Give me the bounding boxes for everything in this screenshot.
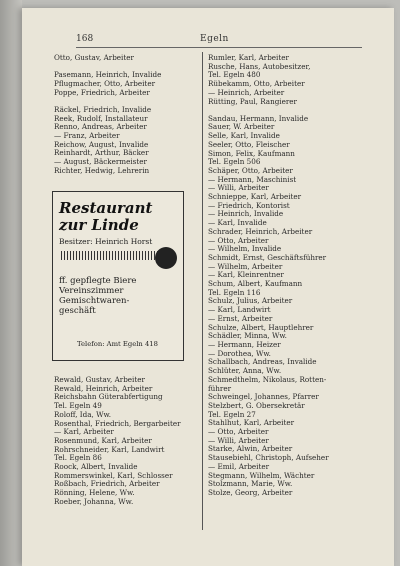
directory-entry: Rumler, Karl, Arbeiter — [208, 53, 289, 62]
directory-entry: Simon, Felix, Kaufmann — [208, 148, 295, 158]
directory-entry: Roloff, Ida, Ww. — [54, 409, 112, 419]
left-column-top — [54, 54, 161, 175]
ad-decoration — [61, 251, 161, 260]
directory-entry: — Karl, Landwirt — [208, 305, 271, 315]
directory-entry: — Karl, Invalide — [208, 218, 267, 228]
directory-entry: Rusche, Hans, Autobesitzer, — [208, 61, 311, 71]
directory-entry: Selle, Karl, Invalide — [208, 131, 280, 141]
directory-entry: Schallbach, Andreas, Invalide — [208, 357, 317, 367]
ad-business-name — [59, 200, 152, 234]
directory-entry: — Ernst, Arbeiter — [208, 313, 273, 323]
book-gutter — [0, 0, 22, 566]
directory-entry: — Emil, Arbeiter — [208, 461, 270, 471]
directory-entry: — August, Bäckermeister — [54, 157, 147, 167]
directory-entry: Stelzbert, G. Obersekretär — [208, 400, 305, 410]
directory-entry: Schweingel, Johannes, Pfarrer — [208, 392, 319, 402]
directory-entry: Otto, Gustav, Arbeiter — [54, 53, 134, 62]
left-column-bottom — [54, 376, 181, 507]
directory-entry: Schädler, Minna, Ww. — [208, 331, 287, 341]
directory-entry: Roeber, Johanna, Ww. — [54, 496, 134, 506]
directory-entry: Schlüter, Anna, Ww. — [208, 366, 282, 376]
directory-entry: Schulze, Albert, Hauptlehrer — [208, 322, 314, 332]
directory-entry: — Karl, Arbeiter — [54, 427, 114, 437]
directory-entry: Rewald, Heinrich, Arbeiter — [54, 383, 153, 393]
directory-entry: Reichow, August, Invalide — [54, 139, 149, 149]
ad-phone: Telefon: Amt Egeln 418 — [77, 340, 158, 348]
directory-entry: Tel. Egeln 27 — [208, 409, 256, 419]
directory-entry: Schmedthelm, Nikolaus, Rotten- — [208, 374, 327, 384]
directory-entry: Schum, Albert, Kaufmann — [208, 279, 303, 289]
directory-entry: Schrader, Heinrich, Arbeiter — [208, 226, 313, 236]
directory-entry: — Hermann, Maschinist — [208, 174, 297, 184]
directory-entry: Reichsbahn Güterabfertigung — [54, 392, 163, 402]
directory-entry: Pasemann, Heinrich, Invalide — [54, 70, 162, 80]
ad-name-line: zur Linde — [59, 216, 139, 234]
directory-entry: Seeler, Otto, Fleischer — [208, 139, 290, 149]
page-number: 168 — [76, 34, 94, 44]
directory-entry: Rütting, Paul, Rangierer — [208, 96, 297, 106]
directory-entry: Rommerswinkel, Karl, Schlosser — [54, 470, 173, 480]
directory-entry: Schäper, Otto, Arbeiter — [208, 165, 293, 175]
column-divider — [202, 52, 203, 530]
directory-entry: Poppe, Friedrich, Arbeiter — [54, 87, 150, 97]
directory-entry: Stegmann, Wilhelm, Wächter — [208, 470, 315, 480]
directory-entry: Rohrschneider, Karl, Landwirt — [54, 444, 165, 454]
directory-entry: — Karl, Kleinrentner — [208, 270, 284, 280]
right-column — [208, 54, 329, 498]
directory-entry: Rewald, Gustav, Arbeiter — [54, 375, 145, 384]
directory-entry: Tel. Egeln 49 — [54, 401, 102, 411]
directory-entry: Schnieppe, Karl, Arbeiter — [208, 192, 302, 202]
directory-entry: Rosenmund, Karl, Arbeiter — [54, 435, 152, 445]
directory-entry: — Heinrich, Arbeiter — [208, 87, 285, 97]
header-rule — [76, 47, 362, 48]
directory-entry: — Willi, Arbeiter — [208, 183, 269, 193]
directory-entry: Roßbach, Friedrich, Arbeiter — [54, 479, 160, 489]
directory-entry: Stahlhut, Karl, Arbeiter — [208, 418, 295, 428]
directory-entry: — Wilhelm, Arbeiter — [208, 261, 283, 271]
directory-entry: Schmidt, Ernst, Geschäftsführer — [208, 252, 327, 262]
directory-entry: — Franz, Arbeiter — [54, 130, 120, 140]
directory-entry: Stolzmann, Marie, Ww. — [208, 479, 293, 489]
directory-entry: Rosenthal, Friedrich, Bergarbeiter — [54, 418, 181, 428]
directory-entry: Stausebiehl, Christoph, Aufseher — [208, 453, 329, 463]
directory-entry: Tel. Egeln 506 — [208, 157, 261, 167]
directory-entry: Reek, Rudolf, Installateur — [54, 113, 148, 123]
directory-entry: Reinhardt, Arthur, Bäcker — [54, 148, 149, 158]
directory-entry: Roock, Albert, Invalide — [54, 462, 138, 472]
ad-body-line: Vereinszimmer — [59, 286, 124, 296]
page-header — [54, 34, 372, 48]
directory-entry: Pflugmacher, Otto, Arbeiter — [54, 78, 156, 88]
ad-body-line: Gemischtwaren- — [59, 296, 130, 306]
directory-entry: Stolze, Georg, Arbeiter — [208, 487, 293, 497]
directory-entry: Sauer, W. Arbeiter — [208, 122, 275, 132]
directory-entry: Renno, Andreas, Arbeiter — [54, 122, 147, 132]
page-title: Egeln — [200, 34, 229, 44]
directory-entry: führer — [208, 383, 232, 393]
ad-body-line: geschäft — [59, 306, 96, 316]
directory-entry: Schulz, Julius, Arbeiter — [208, 296, 293, 306]
directory-entry: — Friedrich, Kontorist — [208, 200, 290, 210]
directory-entry: Räckel, Friedrich, Invalide — [54, 104, 152, 114]
ad-body-line: ff. gepflegte Biere — [59, 276, 137, 286]
directory-entry: Tel. Egeln 116 — [208, 287, 261, 297]
directory-entry: — Willi, Arbeiter — [208, 435, 269, 445]
directory-entry: — Heinrich, Invalide — [208, 209, 284, 219]
ad-name-line: Restaurant — [59, 199, 153, 217]
directory-entry: — Dorothea, Ww. — [208, 348, 271, 358]
directory-entry: — Otto, Arbeiter — [208, 427, 269, 437]
directory-entry: Tel. Egeln 480 — [208, 70, 261, 80]
directory-entry: — Wilhelm, Invalide — [208, 244, 282, 254]
ad-body — [59, 276, 136, 316]
directory-entry: Rönning, Helene, Ww. — [54, 488, 135, 498]
directory-entry: — Otto, Arbeiter — [208, 235, 269, 245]
directory-entry: Tel. Egeln 86 — [54, 453, 102, 463]
directory-entry: Sandau, Hermann, Invalide — [208, 113, 309, 123]
ad-owner: Besitzer: Heinrich Horst — [59, 237, 153, 246]
directory-entry: Starke, Alwin, Arbeiter — [208, 444, 293, 454]
directory-entry: — Hermann, Heizer — [208, 340, 281, 349]
directory-entry: Richter, Hedwig, Lehrerin — [54, 165, 150, 175]
directory-entry: Rübekamm, Otto, Arbeiter — [208, 79, 305, 89]
ad-emblem — [155, 247, 177, 269]
advertisement — [52, 191, 184, 361]
